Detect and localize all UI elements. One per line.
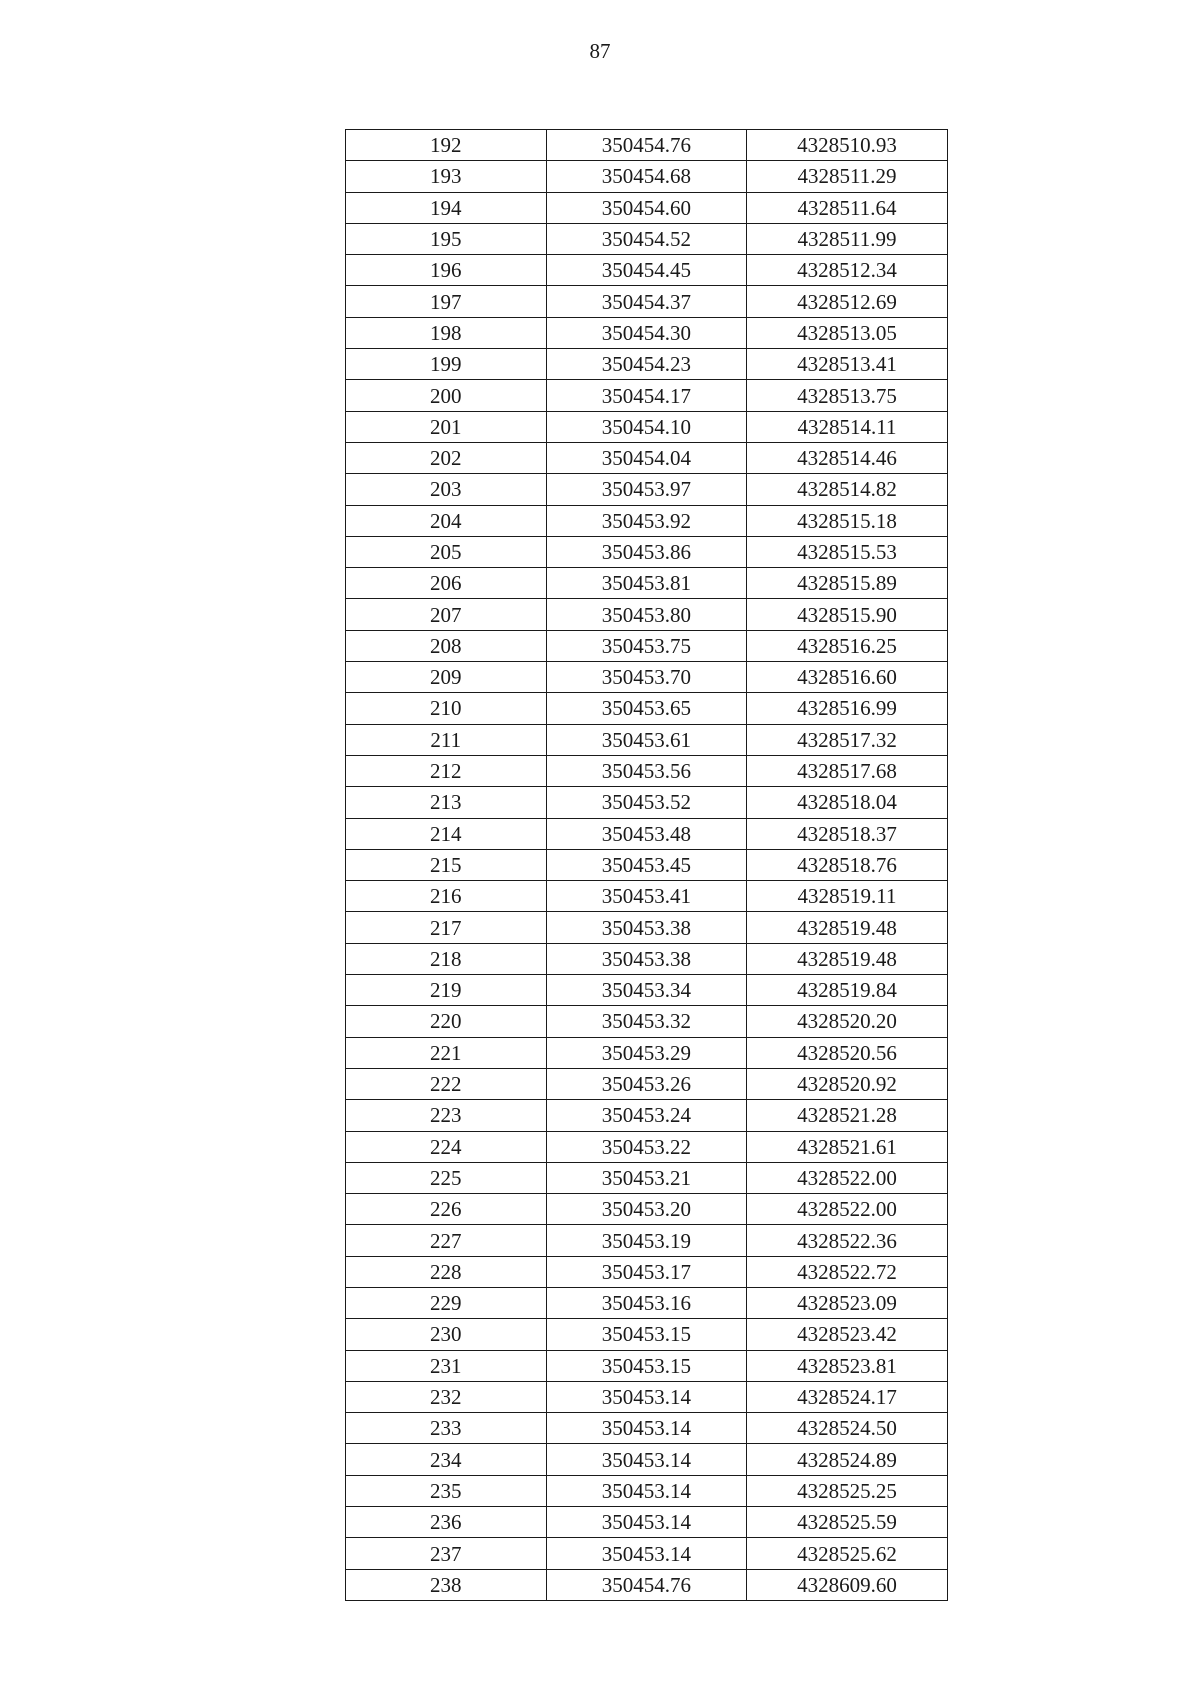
table-row <box>346 317 948 348</box>
table-row <box>346 161 948 192</box>
point-number-cell: 224 <box>346 1131 547 1162</box>
table-row <box>346 1538 948 1569</box>
y-coordinate-cell: 4328520.20 <box>747 1006 948 1037</box>
x-coordinate-cell: 350454.10 <box>546 411 747 442</box>
y-coordinate-cell: 4328515.90 <box>747 599 948 630</box>
table-row <box>346 1162 948 1193</box>
x-coordinate-cell: 350453.14 <box>546 1538 747 1569</box>
page-number: 87 <box>589 39 611 63</box>
x-coordinate-cell: 350453.52 <box>546 787 747 818</box>
table-row <box>346 1319 948 1350</box>
point-number-cell: 230 <box>346 1319 547 1350</box>
table-row <box>346 1225 948 1256</box>
table-row <box>346 411 948 442</box>
point-number-cell: 221 <box>346 1037 547 1068</box>
point-number-cell: 232 <box>346 1381 547 1412</box>
y-coordinate-cell: 4328522.00 <box>747 1194 948 1225</box>
table-row <box>346 349 948 380</box>
table-row <box>346 724 948 755</box>
x-coordinate-cell: 350453.97 <box>546 474 747 505</box>
y-coordinate-cell: 4328514.82 <box>747 474 948 505</box>
point-number-cell: 212 <box>346 755 547 786</box>
x-coordinate-cell: 350454.60 <box>546 192 747 223</box>
y-coordinate-cell: 4328519.48 <box>747 943 948 974</box>
table-row <box>346 787 948 818</box>
x-coordinate-cell: 350454.30 <box>546 317 747 348</box>
x-coordinate-cell: 350454.45 <box>546 255 747 286</box>
table-row <box>346 630 948 661</box>
table-row <box>346 1444 948 1475</box>
x-coordinate-cell: 350453.29 <box>546 1037 747 1068</box>
table-row <box>346 662 948 693</box>
x-coordinate-cell: 350453.14 <box>546 1381 747 1412</box>
point-number-cell: 198 <box>346 317 547 348</box>
x-coordinate-cell: 350454.68 <box>546 161 747 192</box>
x-coordinate-cell: 350453.38 <box>546 943 747 974</box>
x-coordinate-cell: 350453.14 <box>546 1444 747 1475</box>
x-coordinate-cell: 350453.14 <box>546 1475 747 1506</box>
y-coordinate-cell: 4328519.11 <box>747 881 948 912</box>
table-row <box>346 693 948 724</box>
y-coordinate-cell: 4328524.50 <box>747 1413 948 1444</box>
y-coordinate-cell: 4328512.69 <box>747 286 948 317</box>
table-row <box>346 380 948 411</box>
point-number-cell: 234 <box>346 1444 547 1475</box>
y-coordinate-cell: 4328511.29 <box>747 161 948 192</box>
point-number-cell: 222 <box>346 1068 547 1099</box>
point-number-cell: 237 <box>346 1538 547 1569</box>
x-coordinate-cell: 350453.56 <box>546 755 747 786</box>
point-number-cell: 210 <box>346 693 547 724</box>
y-coordinate-cell: 4328519.48 <box>747 912 948 943</box>
y-coordinate-cell: 4328512.34 <box>747 255 948 286</box>
point-number-cell: 193 <box>346 161 547 192</box>
table-row <box>346 1194 948 1225</box>
x-coordinate-cell: 350453.26 <box>546 1068 747 1099</box>
x-coordinate-cell: 350453.75 <box>546 630 747 661</box>
table-row <box>346 1381 948 1412</box>
table-row <box>346 255 948 286</box>
point-number-cell: 199 <box>346 349 547 380</box>
point-number-cell: 226 <box>346 1194 547 1225</box>
x-coordinate-cell: 350453.17 <box>546 1256 747 1287</box>
x-coordinate-cell: 350453.22 <box>546 1131 747 1162</box>
table-row <box>346 1569 948 1600</box>
y-coordinate-cell: 4328519.84 <box>747 975 948 1006</box>
y-coordinate-cell: 4328523.81 <box>747 1350 948 1381</box>
y-coordinate-cell: 4328521.28 <box>747 1100 948 1131</box>
point-number-cell: 195 <box>346 223 547 254</box>
x-coordinate-cell: 350453.19 <box>546 1225 747 1256</box>
point-number-cell: 206 <box>346 568 547 599</box>
table-row <box>346 1037 948 1068</box>
x-coordinate-cell: 350453.32 <box>546 1006 747 1037</box>
y-coordinate-cell: 4328511.99 <box>747 223 948 254</box>
table-row <box>346 223 948 254</box>
y-coordinate-cell: 4328515.18 <box>747 505 948 536</box>
y-coordinate-cell: 4328525.59 <box>747 1507 948 1538</box>
x-coordinate-cell: 350454.04 <box>546 442 747 473</box>
table-row <box>346 1507 948 1538</box>
point-number-cell: 229 <box>346 1287 547 1318</box>
table-row <box>346 912 948 943</box>
point-number-cell: 235 <box>346 1475 547 1506</box>
table-row <box>346 568 948 599</box>
y-coordinate-cell: 4328515.89 <box>747 568 948 599</box>
y-coordinate-cell: 4328514.46 <box>747 442 948 473</box>
table-row <box>346 599 948 630</box>
x-coordinate-cell: 350454.23 <box>546 349 747 380</box>
x-coordinate-cell: 350453.81 <box>546 568 747 599</box>
y-coordinate-cell: 4328522.72 <box>747 1256 948 1287</box>
point-number-cell: 231 <box>346 1350 547 1381</box>
point-number-cell: 233 <box>346 1413 547 1444</box>
point-number-cell: 217 <box>346 912 547 943</box>
y-coordinate-cell: 4328524.89 <box>747 1444 948 1475</box>
point-number-cell: 211 <box>346 724 547 755</box>
point-number-cell: 204 <box>346 505 547 536</box>
point-number-cell: 202 <box>346 442 547 473</box>
table-row <box>346 1413 948 1444</box>
point-number-cell: 192 <box>346 130 547 161</box>
table-row <box>346 1256 948 1287</box>
x-coordinate-cell: 350454.52 <box>546 223 747 254</box>
table-row <box>346 1131 948 1162</box>
y-coordinate-cell: 4328513.41 <box>747 349 948 380</box>
y-coordinate-cell: 4328523.09 <box>747 1287 948 1318</box>
y-coordinate-cell: 4328524.17 <box>747 1381 948 1412</box>
table-row <box>346 1006 948 1037</box>
x-coordinate-cell: 350453.45 <box>546 849 747 880</box>
table-row <box>346 1287 948 1318</box>
y-coordinate-cell: 4328513.75 <box>747 380 948 411</box>
point-number-cell: 208 <box>346 630 547 661</box>
x-coordinate-cell: 350453.14 <box>546 1507 747 1538</box>
x-coordinate-cell: 350454.76 <box>546 130 747 161</box>
x-coordinate-cell: 350453.38 <box>546 912 747 943</box>
y-coordinate-cell: 4328520.56 <box>747 1037 948 1068</box>
table-row <box>346 755 948 786</box>
table-row <box>346 192 948 223</box>
point-number-cell: 209 <box>346 662 547 693</box>
y-coordinate-cell: 4328516.60 <box>747 662 948 693</box>
x-coordinate-cell: 350453.41 <box>546 881 747 912</box>
x-coordinate-cell: 350453.48 <box>546 818 747 849</box>
x-coordinate-cell: 350453.92 <box>546 505 747 536</box>
point-number-cell: 220 <box>346 1006 547 1037</box>
y-coordinate-cell: 4328518.76 <box>747 849 948 880</box>
table-row <box>346 849 948 880</box>
table-row <box>346 1350 948 1381</box>
y-coordinate-cell: 4328522.00 <box>747 1162 948 1193</box>
table-row <box>346 474 948 505</box>
point-number-cell: 218 <box>346 943 547 974</box>
table-row <box>346 1100 948 1131</box>
point-number-cell: 216 <box>346 881 547 912</box>
y-coordinate-cell: 4328514.11 <box>747 411 948 442</box>
y-coordinate-cell: 4328609.60 <box>747 1569 948 1600</box>
coordinates-table-body <box>346 130 948 1601</box>
x-coordinate-cell: 350454.76 <box>546 1569 747 1600</box>
point-number-cell: 225 <box>346 1162 547 1193</box>
point-number-cell: 213 <box>346 787 547 818</box>
point-number-cell: 197 <box>346 286 547 317</box>
coordinates-table <box>345 129 948 1601</box>
point-number-cell: 203 <box>346 474 547 505</box>
x-coordinate-cell: 350453.24 <box>546 1100 747 1131</box>
table-row <box>346 536 948 567</box>
y-coordinate-cell: 4328523.42 <box>747 1319 948 1350</box>
point-number-cell: 194 <box>346 192 547 223</box>
y-coordinate-cell: 4328511.64 <box>747 192 948 223</box>
x-coordinate-cell: 350453.14 <box>546 1413 747 1444</box>
y-coordinate-cell: 4328517.68 <box>747 755 948 786</box>
table-row <box>346 286 948 317</box>
y-coordinate-cell: 4328522.36 <box>747 1225 948 1256</box>
x-coordinate-cell: 350453.70 <box>546 662 747 693</box>
x-coordinate-cell: 350453.80 <box>546 599 747 630</box>
x-coordinate-cell: 350453.65 <box>546 693 747 724</box>
point-number-cell: 207 <box>346 599 547 630</box>
point-number-cell: 236 <box>346 1507 547 1538</box>
point-number-cell: 228 <box>346 1256 547 1287</box>
point-number-cell: 200 <box>346 380 547 411</box>
x-coordinate-cell: 350453.15 <box>546 1319 747 1350</box>
point-number-cell: 223 <box>346 1100 547 1131</box>
table-row <box>346 975 948 1006</box>
table-row <box>346 881 948 912</box>
point-number-cell: 227 <box>346 1225 547 1256</box>
table-row <box>346 130 948 161</box>
y-coordinate-cell: 4328513.05 <box>747 317 948 348</box>
x-coordinate-cell: 350453.34 <box>546 975 747 1006</box>
table-row <box>346 1068 948 1099</box>
table-row <box>346 1475 948 1506</box>
table-row <box>346 442 948 473</box>
x-coordinate-cell: 350453.16 <box>546 1287 747 1318</box>
y-coordinate-cell: 4328525.25 <box>747 1475 948 1506</box>
x-coordinate-cell: 350453.15 <box>546 1350 747 1381</box>
y-coordinate-cell: 4328521.61 <box>747 1131 948 1162</box>
x-coordinate-cell: 350453.21 <box>546 1162 747 1193</box>
point-number-cell: 238 <box>346 1569 547 1600</box>
table-row <box>346 505 948 536</box>
y-coordinate-cell: 4328518.04 <box>747 787 948 818</box>
point-number-cell: 201 <box>346 411 547 442</box>
y-coordinate-cell: 4328516.99 <box>747 693 948 724</box>
table-row <box>346 943 948 974</box>
x-coordinate-cell: 350454.37 <box>546 286 747 317</box>
x-coordinate-cell: 350453.61 <box>546 724 747 755</box>
x-coordinate-cell: 350453.86 <box>546 536 747 567</box>
point-number-cell: 196 <box>346 255 547 286</box>
y-coordinate-cell: 4328520.92 <box>747 1068 948 1099</box>
point-number-cell: 215 <box>346 849 547 880</box>
y-coordinate-cell: 4328515.53 <box>747 536 948 567</box>
table-row <box>346 818 948 849</box>
point-number-cell: 214 <box>346 818 547 849</box>
point-number-cell: 205 <box>346 536 547 567</box>
y-coordinate-cell: 4328510.93 <box>747 130 948 161</box>
x-coordinate-cell: 350454.17 <box>546 380 747 411</box>
y-coordinate-cell: 4328525.62 <box>747 1538 948 1569</box>
y-coordinate-cell: 4328518.37 <box>747 818 948 849</box>
point-number-cell: 219 <box>346 975 547 1006</box>
x-coordinate-cell: 350453.20 <box>546 1194 747 1225</box>
y-coordinate-cell: 4328516.25 <box>747 630 948 661</box>
y-coordinate-cell: 4328517.32 <box>747 724 948 755</box>
